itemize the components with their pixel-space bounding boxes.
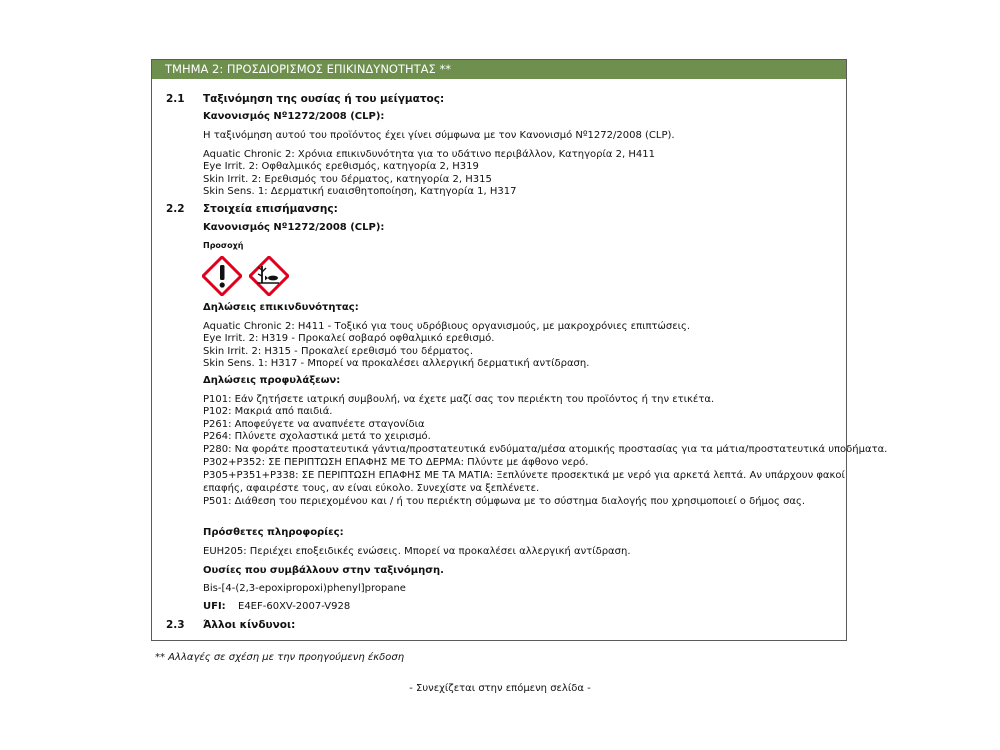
- ufi-value: E4EF-60XV-2007-V928: [238, 601, 351, 612]
- section-2-2-title: Στοιχεία επισήμανσης:: [203, 203, 338, 215]
- hazard-statement: Aquatic Chronic 2: H411 - Τοξικό για τους υδρόβιους οργανισμούς, με μακροχρόνιες επιπτώσεις.: [203, 321, 691, 332]
- classification-line: Skin Sens. 1: Δερματική ευαισθητοποίηση, Κατηγορία 1, H317: [203, 186, 517, 197]
- precaution-statement-continued: επαφής, αφαιρέστε τους, αν είναι εύκολο. Συνεχίστε να ξεπλένετε.: [203, 483, 540, 494]
- signal-word: Προσοχή: [203, 241, 244, 250]
- section-2-frame: [151, 59, 888, 641]
- section-2-1-number: 2.1: [166, 93, 185, 105]
- section-2-1-title: Ταξινόμηση της ουσίας ή του μείγματος:: [203, 93, 445, 105]
- classification-line: Eye Irrit. 2: Οφθαλμικός ερεθισμός, κατηγορία 2, H319: [203, 161, 479, 172]
- additional-info: EUH205: Περιέχει εποξειδικές ενώσεις. Μπορεί να προκαλέσει αλλεργική αντίδραση.: [203, 546, 631, 557]
- contributing-substance: Bis-[4-(2,3-epoxipropoxi)phenyl]propane: [203, 583, 406, 594]
- precaution-statement: P264: Πλύνετε σχολαστικά μετά το χειρισμό.: [203, 431, 431, 442]
- section-header: ΤΜΗΜΑ 2: ΠΡΟΣΔΙΟΡΙΣΜΟΣ ΕΠΙΚΙΝΔΥΝΟΤΗΤΑΣ **: [152, 60, 846, 79]
- section-2-1-regulation: Κανονισμός Nº1272/2008 (CLP):: [203, 111, 385, 122]
- continued-note: - Συνεχίζεται στην επόμενη σελίδα -: [409, 683, 591, 694]
- hazard-statement: Skin Sens. 1: H317 - Μπορεί να προκαλέσει αλλεργική δερματική αντίδραση.: [203, 358, 590, 369]
- section-2-3-title: Άλλοι κίνδυνοι:: [203, 619, 296, 631]
- section-2-2-regulation: Κανονισμός Nº1272/2008 (CLP):: [203, 222, 385, 233]
- ufi-label: UFI:: [203, 601, 226, 612]
- classification-line: Skin Irrit. 2: Ερεθισμός του δέρματος, κατηγορία 2, H315: [203, 174, 492, 185]
- precaution-statement: P302+P352: ΣΕ ΠΕΡΙΠΤΩΣΗ ΕΠΑΦΗΣ ΜΕ ΤΟ ΔΕΡΜΑ: Πλύντε με άφθονο νερό.: [203, 457, 589, 468]
- section-2-3-number: 2.3: [166, 619, 185, 631]
- classification-line: Aquatic Chronic 2: Χρόνια επικινδυνότητα για το υδάτινο περιβάλλον, Κατηγορία 2, H411: [203, 149, 655, 160]
- additional-info-title: Πρόσθετες πληροφορίες:: [203, 527, 344, 538]
- section-2-2-number: 2.2: [166, 203, 185, 215]
- precaution-statement: P280: Να φοράτε προστατευτικά γάντια/προστατευτικά ενδύματα/μέσα ατομικής προστασίας για τα μάτια/προστατευτικά υποδήματα.: [203, 444, 888, 455]
- environment-icon: [249, 256, 289, 296]
- hazard-statements-title: Δηλώσεις επικινδυνότητας:: [203, 302, 359, 313]
- precaution-statement: P101: Εάν ζητήσετε ιατρική συμβουλή, να έχετε μαζί σας τον περιέκτη του προϊόντος ή την ετικέτα.: [203, 394, 715, 405]
- hazard-statement: Skin Irrit. 2: H315 - Προκαλεί ερεθισμό του δέρματος.: [203, 346, 474, 357]
- exclamation-mark-icon: [202, 256, 242, 296]
- precaution-statement: P305+P351+P338: ΣΕ ΠΕΡΙΠΤΩΣΗ ΕΠΑΦΗΣ ΜΕ ΤΑ ΜΑΤΙΑ: Ξεπλύνετε προσεκτικά με νερό για αρκετά λεπτά. Αν υπάρχουν φακοί: [203, 470, 845, 481]
- contributing-substances-title: Ουσίες που συμβάλλουν στην ταξινόμηση.: [203, 565, 444, 576]
- classification-intro: Η ταξινόμηση αυτού του προϊόντος έχει γίνει σύμφωνα με τον Κανονισμό Nº1272/2008 (CLP).: [203, 130, 675, 141]
- precaution-statements-title: Δηλώσεις προφυλάξεων:: [203, 375, 341, 386]
- revision-note: ** Αλλαγές σε σχέση με την προηγούμενη έκδοση: [155, 652, 405, 663]
- precaution-statement: P501: Διάθεση του περιεχομένου και / ή του περιέκτη σύμφωνα με το σύστημα διαλογής που χρησιμοποιεί ο δήμος σας.: [203, 496, 806, 507]
- precaution-statement: P102: Μακριά από παιδιά.: [203, 406, 333, 417]
- precaution-statement: P261: Αποφεύγετε να αναπνέετε σταγονίδια: [203, 419, 425, 430]
- hazard-statement: Eye Irrit. 2: H319 - Προκαλεί σοβαρό οφθαλμικό ερεθισμό.: [203, 333, 495, 344]
